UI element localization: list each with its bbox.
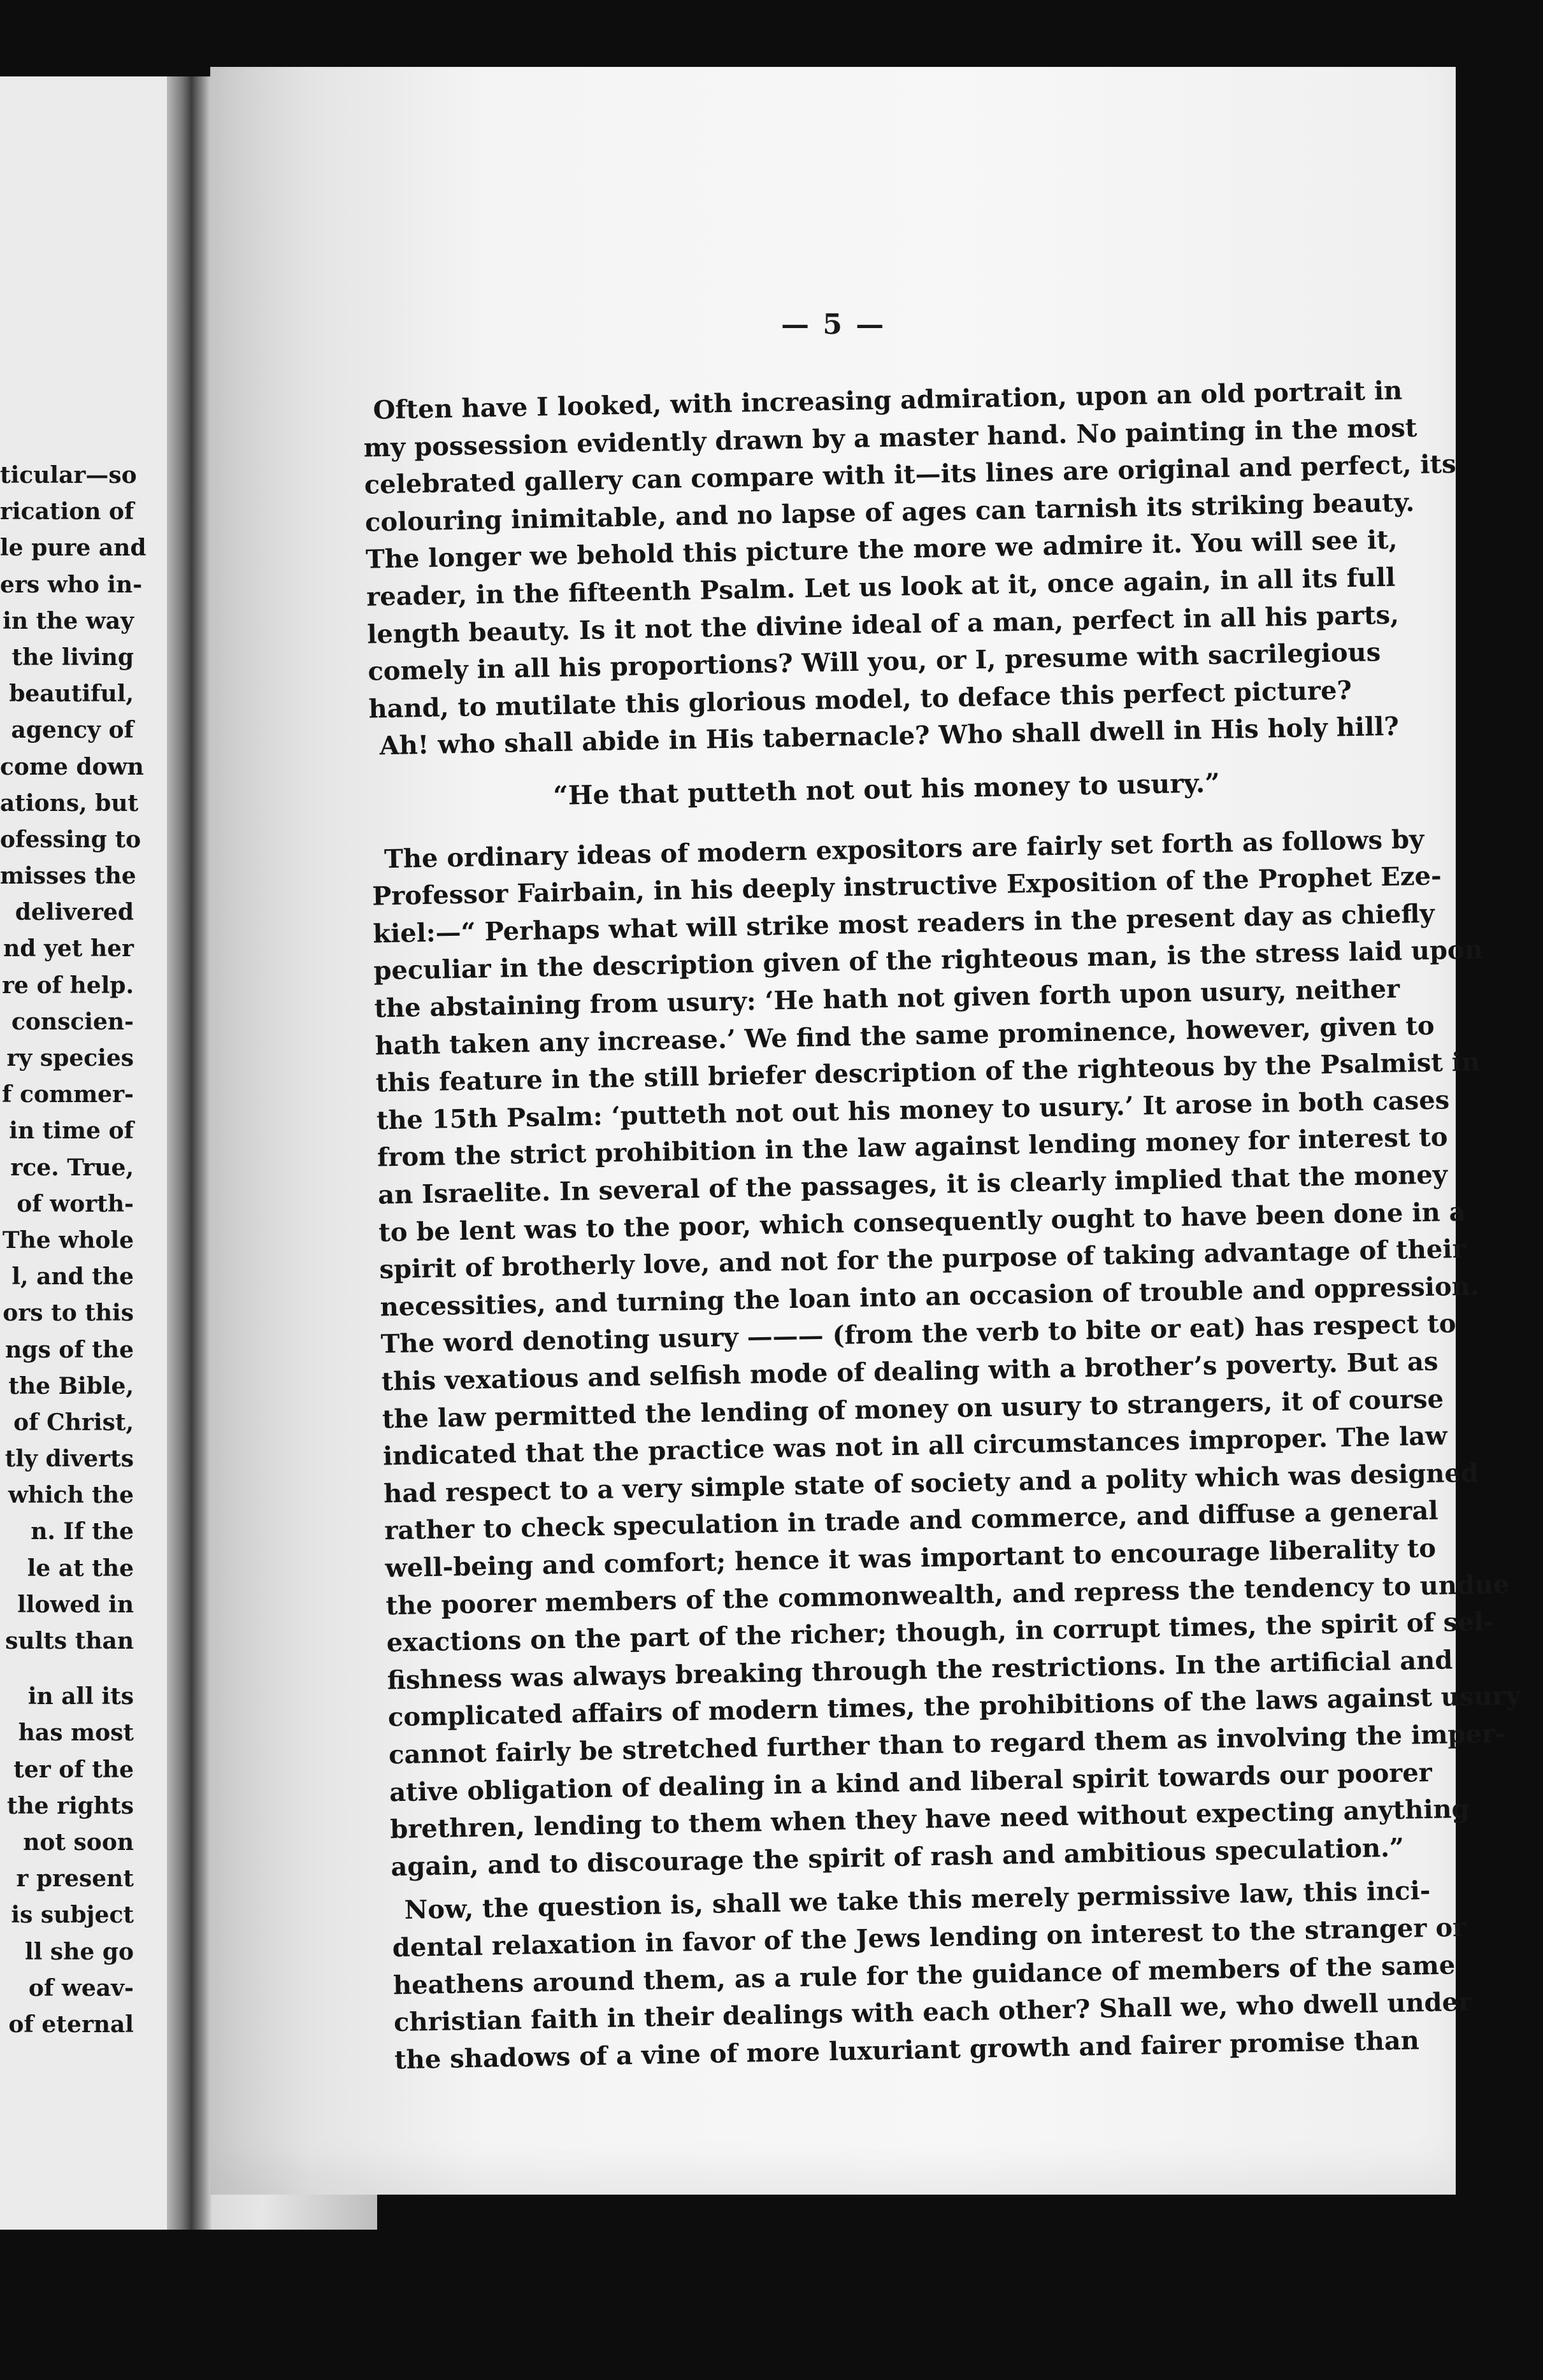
paragraph-2-line: hath taken any increase.’ We find the same prominence, however, given to: [375, 1010, 1435, 1061]
paragraph-3-line: christian faith in their dealings with each other? Shall we, who dwell under: [393, 1986, 1472, 2038]
left-page-line: ofessing to: [0, 826, 141, 853]
left-page-line: come down: [0, 753, 144, 780]
left-page-line: sults than: [5, 1628, 134, 1654]
left-page-line: l, and the: [11, 1263, 134, 1291]
left-page-line: which the: [8, 1482, 134, 1509]
paragraph-2-line: The word denoting usury ——— (from the verb to bite or eat) has respect to: [380, 1308, 1456, 1359]
paragraph-3-line: heathens around them, as a rule for the guidance of members of the same: [392, 1949, 1456, 2000]
paragraph-2-line: spirit of brotherly love, and not for the purpose of taking advantage of their: [379, 1233, 1466, 1285]
left-page-line: of eternal: [8, 2011, 134, 2038]
left-page-line: llowed in: [17, 1591, 134, 1618]
paragraph-2-line: the abstaining from usury: ‘He hath not given forth upon usury, neither: [374, 973, 1400, 1024]
left-page-line: in all its: [27, 1683, 134, 1710]
paragraph-2-line: again, and to discourage the spirit of rash and ambitious speculation.”: [391, 1832, 1405, 1882]
paragraph-1-line: Ah! who shall abide in His tabernacle? Who shall dwell in His holy hill?: [379, 712, 1400, 761]
paragraph-3-line: Now, the question is, shall we take this merely permissive law, this inci-: [404, 1875, 1431, 1926]
paragraph-2-line: from the strict prohibition in the law against lending money for interest to: [377, 1122, 1448, 1173]
left-page-line: ers who in-: [0, 571, 143, 598]
quotation: “He that putteth not out his money to usury.”: [552, 768, 1221, 812]
left-page-line: ter of the: [13, 1756, 134, 1783]
left-page-line: ngs of the: [5, 1336, 134, 1363]
paragraph-2-line: ative obligation of dealing in a kind and liberal spirit towards our poorer: [389, 1757, 1433, 1807]
paragraph-2-line: necessities, and turning the loan into an occasion of trouble and oppression.: [380, 1271, 1479, 1323]
left-page-line: of weav-: [28, 1974, 134, 2002]
left-page-line: re of help.: [2, 971, 134, 999]
left-page-line: ticular—so: [0, 462, 137, 489]
left-page-line: delivered: [15, 899, 134, 926]
left-page-line: is subject: [11, 1902, 134, 1929]
left-page-line: le at the: [27, 1554, 134, 1582]
page-number: — 5 —: [781, 308, 886, 341]
left-page-line: ry species: [6, 1045, 134, 1072]
paragraph-2-line: Professor Fairbain, in his deeply instructive Exposition of the Prophet Eze-: [371, 861, 1442, 912]
paragraph-1-line: colouring inimitable, and no lapse of ages can tarnish its striking beauty.: [364, 487, 1415, 538]
paragraph-1-line: length beauty. Is it not the divine ideal of a man, perfect in all his parts,: [366, 599, 1400, 650]
left-page-line: in time of: [9, 1117, 134, 1145]
paragraph-2-line: The ordinary ideas of modern expositors are fairly set forth as follows by: [384, 824, 1425, 874]
paragraph-1-line: celebrated gallery can compare with it—its lines are original and perfect, its: [364, 449, 1456, 500]
left-page-line: the living: [11, 643, 134, 671]
left-page-line: r present: [16, 1865, 134, 1893]
paragraph-2-line: to be lent was to the poor, which consequently ought to have been done in a: [378, 1196, 1466, 1248]
paragraph-2-line: indicated that the practice was not in all circumstances improper. The law: [382, 1421, 1448, 1472]
left-page-line: rce. True,: [10, 1154, 134, 1181]
paragraph-3-line: dental relaxation in favor of the Jews lending on interest to the stranger or: [392, 1912, 1467, 1963]
paragraph-1-line: comely in all his proportions? Will you, or I, presume with sacrilegious: [368, 637, 1381, 687]
paragraph-1-line: The longer we behold this picture the more we admire it. You will see it,: [365, 525, 1398, 575]
left-page-line: the Bible,: [8, 1372, 134, 1400]
paragraph-2-line: kiel:—“ Perhaps what will strike most readers in the present day as chiefly: [372, 898, 1435, 949]
paragraph-2-line: brethren, lending to them when they have need without expecting anything: [389, 1793, 1470, 1845]
left-page-line: beautiful,: [9, 680, 134, 708]
left-page-line: has most: [18, 1719, 134, 1747]
left-page-line: ll she go: [25, 1938, 134, 1965]
paragraph-2-line: this vexatious and selfish mode of dealing with a brother’s poverty. But as: [381, 1346, 1439, 1397]
left-page-line: the rights: [6, 1792, 134, 1819]
left-page-line: tly diverts: [4, 1445, 134, 1473]
left-page-line: f commer-: [2, 1081, 134, 1108]
paragraph-2-line: the law permitted the lending of money on usury to strangers, it of course: [382, 1384, 1444, 1435]
left-page-line: agency of: [11, 717, 134, 744]
left-page-line: of worth-: [17, 1190, 134, 1217]
paragraph-2-line: cannot fairly be stretched further than to regard them as involving the imper-: [388, 1718, 1506, 1770]
left-page-line: The whole: [2, 1226, 134, 1254]
left-page-line: conscien-: [11, 1008, 134, 1035]
paragraph-2-line: exactions on the part of the richer; though, in corrupt times, the spirit of sel-: [386, 1607, 1495, 1658]
left-page-line: le pure and: [0, 534, 147, 562]
paragraph-1-line: Often have I looked, with increasing admiration, upon an old portrait in: [373, 375, 1403, 426]
paragraph-2-line: an Israelite. In several of the passages, it is clearly implied that the money: [377, 1159, 1448, 1210]
left-page-line: n. If the: [31, 1518, 134, 1545]
paragraph-2-line: well-being and comfort; hence it was important to encourage liberality to: [385, 1533, 1437, 1584]
paragraph-2-line: had respect to a very simple state of society and a polity which was designed: [383, 1458, 1479, 1509]
paragraph-2-line: fishness was always breaking through the restrictions. In the artificial and: [387, 1645, 1453, 1696]
paragraph-1-line: reader, in the fifteenth Psalm. Let us look at it, once again, in all its full: [366, 562, 1396, 612]
paragraph-1-line: my possession evidently drawn by a master hand. No painting in the most: [363, 412, 1417, 463]
paragraph-2-line: rather to check speculation in trade and commerce, and diffuse a general: [384, 1496, 1439, 1546]
left-page-line: ations, but: [0, 789, 139, 817]
left-page-line: in the way: [3, 607, 134, 634]
left-page-line: of Christ,: [13, 1409, 134, 1436]
paragraph-3-line: the shadows of a vine of more luxuriant growth and fairer promise than: [394, 2025, 1420, 2075]
left-page-line: ors to this: [3, 1300, 134, 1327]
paragraph-1-line: hand, to mutilate this glorious model, to deface this perfect picture?: [368, 675, 1353, 724]
paragraph-2-line: the 15th Psalm: ‘putteth not out his money to usury.’ It arose in both cases: [376, 1085, 1450, 1136]
paragraph-2-line: the poorer members of the commonwealth, and repress the tendency to undue: [385, 1569, 1510, 1621]
paragraph-2-line: complicated affairs of modern times, the prohibitions of the laws against usury: [387, 1681, 1521, 1733]
paragraph-2-line: this feature in the still briefer description of the righteous by the Psalmist in: [375, 1047, 1481, 1098]
left-page-line: not soon: [23, 1828, 134, 1856]
left-page-line: nd yet her: [3, 935, 134, 963]
left-page-line: rication of: [0, 498, 134, 526]
paragraph-2-line: peculiar in the description given of the righteous man, is the stress laid upon: [373, 935, 1484, 986]
left-page-line: misses the: [0, 863, 136, 890]
